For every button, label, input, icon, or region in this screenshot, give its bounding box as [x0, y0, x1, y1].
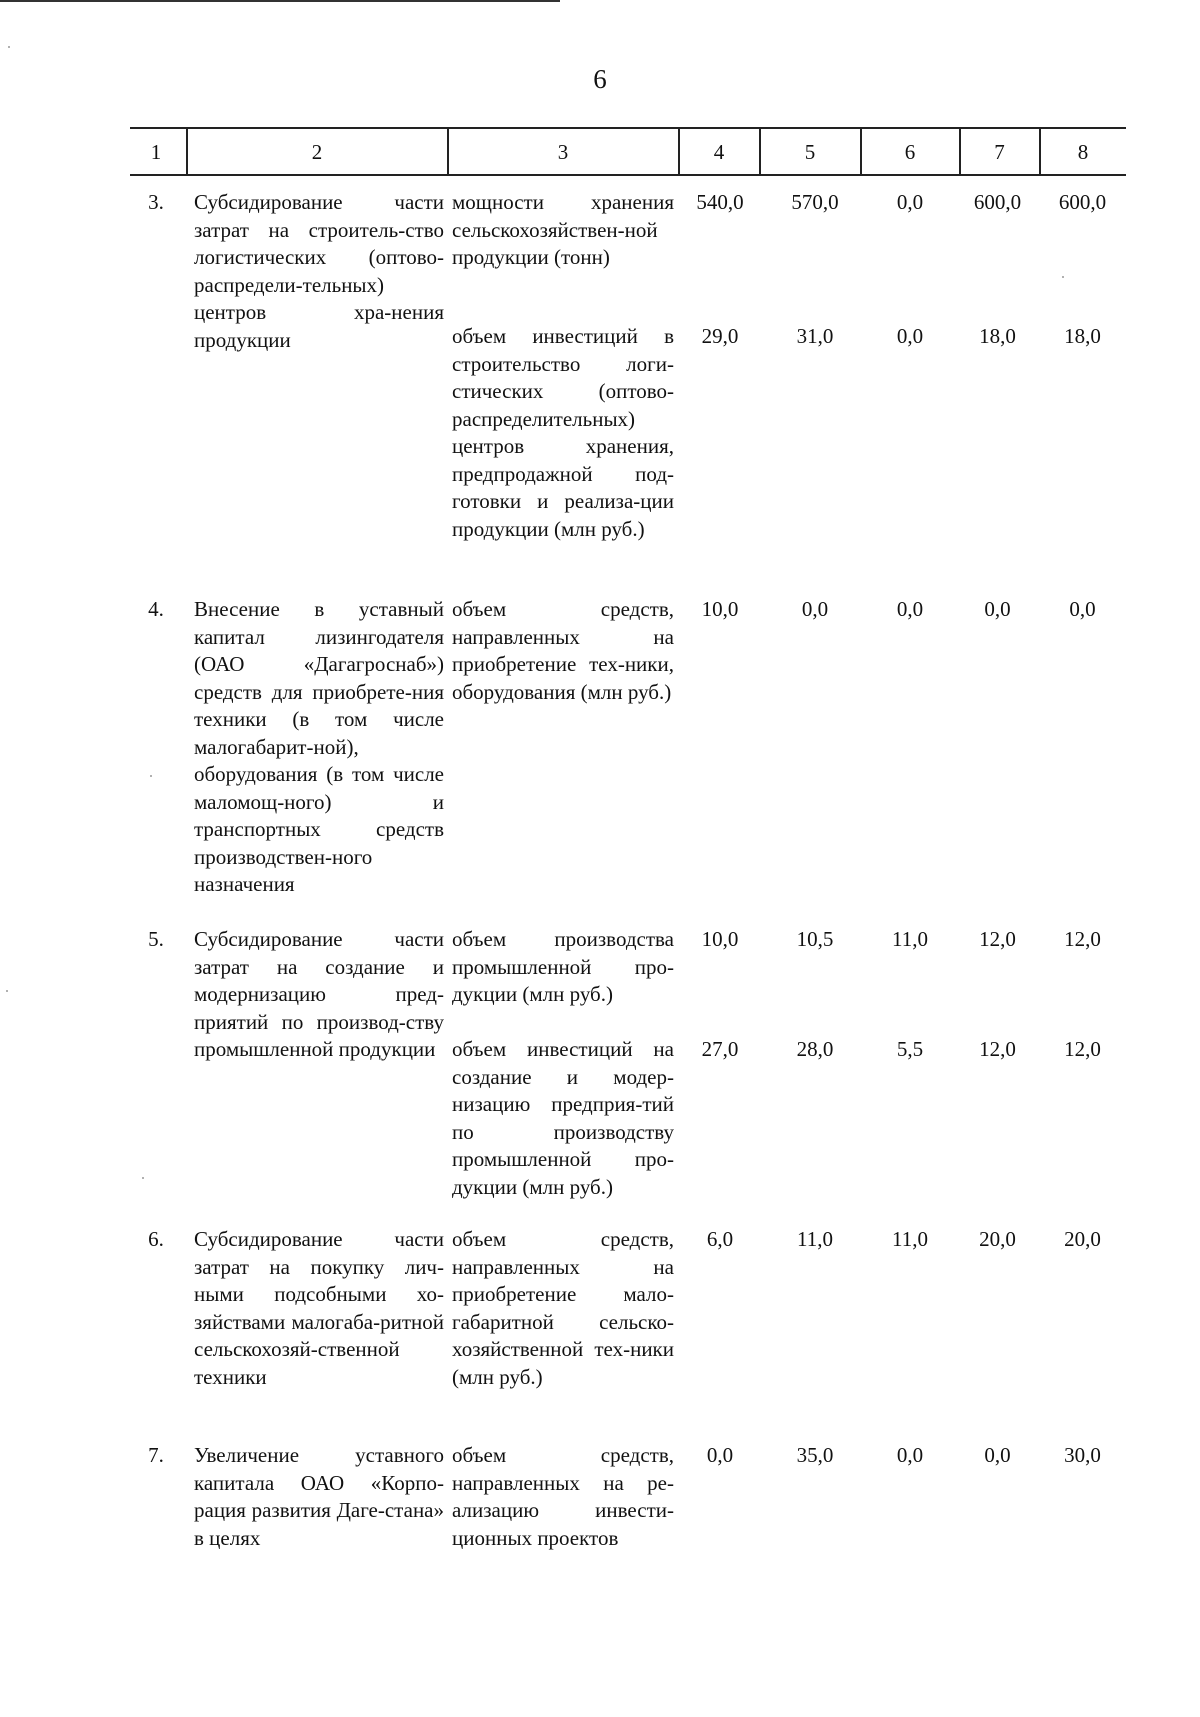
value-col-7: 18,0 [979, 324, 1016, 348]
indicator-text: объем средств, направленных на приобретение мало-габаритной сельско-хозяйственной тех-ники (млн руб.) [452, 1227, 674, 1389]
value-col-8: 20,0 [1064, 1227, 1101, 1251]
value-col-5: 11,0 [797, 1227, 833, 1251]
indicator-text: объем средств, направленных на приобретение тех-ники, оборудования (млн руб.) [452, 597, 674, 704]
scan-top-edge [0, 0, 560, 2]
value-col-6: 0,0 [896, 324, 924, 348]
value-col-4: 10,0 [701, 927, 739, 951]
value-col-4: 10,0 [701, 597, 739, 621]
indicator-text: объем инвестиций на создание и модер-низацию предприя-тий по производству промышленной про-дукции (млн руб.) [452, 1037, 674, 1199]
column-header-5: 5 [804, 140, 816, 164]
row-number: 6. [148, 1227, 164, 1251]
row-number: 7. [148, 1443, 164, 1467]
column-header-3: 3 [557, 140, 569, 164]
table-header-bottom-border [130, 174, 1126, 176]
value-col-8: 30,0 [1064, 1443, 1101, 1467]
scan-speck [1062, 276, 1064, 278]
value-col-8: 0,0 [1069, 597, 1096, 621]
page-number: 6 [593, 64, 607, 94]
value-col-6: 0,0 [896, 190, 924, 214]
value-col-4: 540,0 [696, 190, 744, 214]
value-col-8: 600,0 [1058, 190, 1107, 214]
value-col-6: 0,0 [896, 1443, 924, 1467]
column-header-2: 2 [311, 140, 323, 164]
value-col-5: 28,0 [796, 1037, 834, 1061]
indicator-text: объем инвестиций в строительство логи-стических (оптово-распределительных) центров хранения, предпродажной под-готовки и реализа-ции продукции (млн руб.) [452, 324, 674, 541]
value-col-5: 0,0 [801, 597, 829, 621]
value-col-8: 18,0 [1064, 324, 1101, 348]
value-col-5: 31,0 [796, 324, 834, 348]
value-col-6: 11,0 [892, 1227, 928, 1251]
measure-text: Субсидирование части затрат на покупку лич-ными подсобными хо-зяйствами малогаба-ритной сельскохозяй-ственной техники [194, 1227, 444, 1389]
indicator-text: объем производства промышленной про-дукции (млн руб.) [452, 927, 674, 1006]
value-col-5: 10,5 [796, 927, 834, 951]
column-header-1: 1 [150, 140, 162, 164]
value-col-7: 12,0 [979, 1037, 1016, 1061]
value-col-4: 27,0 [701, 1037, 739, 1061]
scan-speck [142, 1177, 144, 1179]
row-number: 4. [148, 597, 164, 621]
value-col-7: 0,0 [984, 1443, 1011, 1467]
measure-text: Внесение в уставный капитал лизингодателя (ОАО «Дагагроснаб») средств для приобрете-ния техники (в том числе малогабарит-ной), оборудования (в том числе маломощ-ного) и транспортных средств производствен-ного назначения [194, 597, 444, 896]
value-col-8: 12,0 [1064, 927, 1101, 951]
value-col-6: 5,5 [896, 1037, 924, 1061]
value-col-8: 12,0 [1064, 1037, 1101, 1061]
column-header-8: 8 [1077, 140, 1089, 164]
measure-text: Субсидирование части затрат на создание и модернизацию пред-приятий по производ-ству промышленной продукции [194, 927, 444, 1061]
table-top-border [130, 127, 1126, 129]
value-col-5: 570,0 [791, 190, 839, 214]
indicator-text: объем средств, направленных на ре-ализацию инвести-ционных проектов [452, 1443, 674, 1550]
value-col-6: 11,0 [892, 927, 928, 951]
measure-text: Увеличение уставного капитала ОАО «Корпо-рация развития Даге-стана» в целях [194, 1443, 444, 1550]
value-col-7: 12,0 [979, 927, 1016, 951]
scan-speck [6, 990, 8, 992]
value-col-7: 20,0 [979, 1227, 1016, 1251]
scan-speck [150, 775, 152, 777]
value-col-7: 600,0 [973, 190, 1022, 214]
value-col-4: 0,0 [706, 1443, 734, 1467]
row-number: 3. [148, 190, 164, 214]
column-header-7: 7 [994, 140, 1005, 164]
value-col-5: 35,0 [796, 1443, 834, 1467]
value-col-4: 29,0 [701, 324, 739, 348]
value-col-7: 0,0 [984, 597, 1011, 621]
column-header-4: 4 [713, 140, 725, 164]
measure-text: Субсидирование части затрат на строитель-ство логистических (оптово-распредели-тельных) центров хра-нения продукции [194, 190, 444, 352]
column-header-6: 6 [904, 140, 916, 164]
row-number: 5. [148, 927, 164, 951]
value-col-6: 0,0 [896, 597, 924, 621]
indicator-text: мощности хранения сельскохозяйствен-ной продукции (тонн) [452, 190, 674, 269]
value-col-4: 6,0 [706, 1227, 734, 1251]
scan-speck [8, 46, 10, 48]
